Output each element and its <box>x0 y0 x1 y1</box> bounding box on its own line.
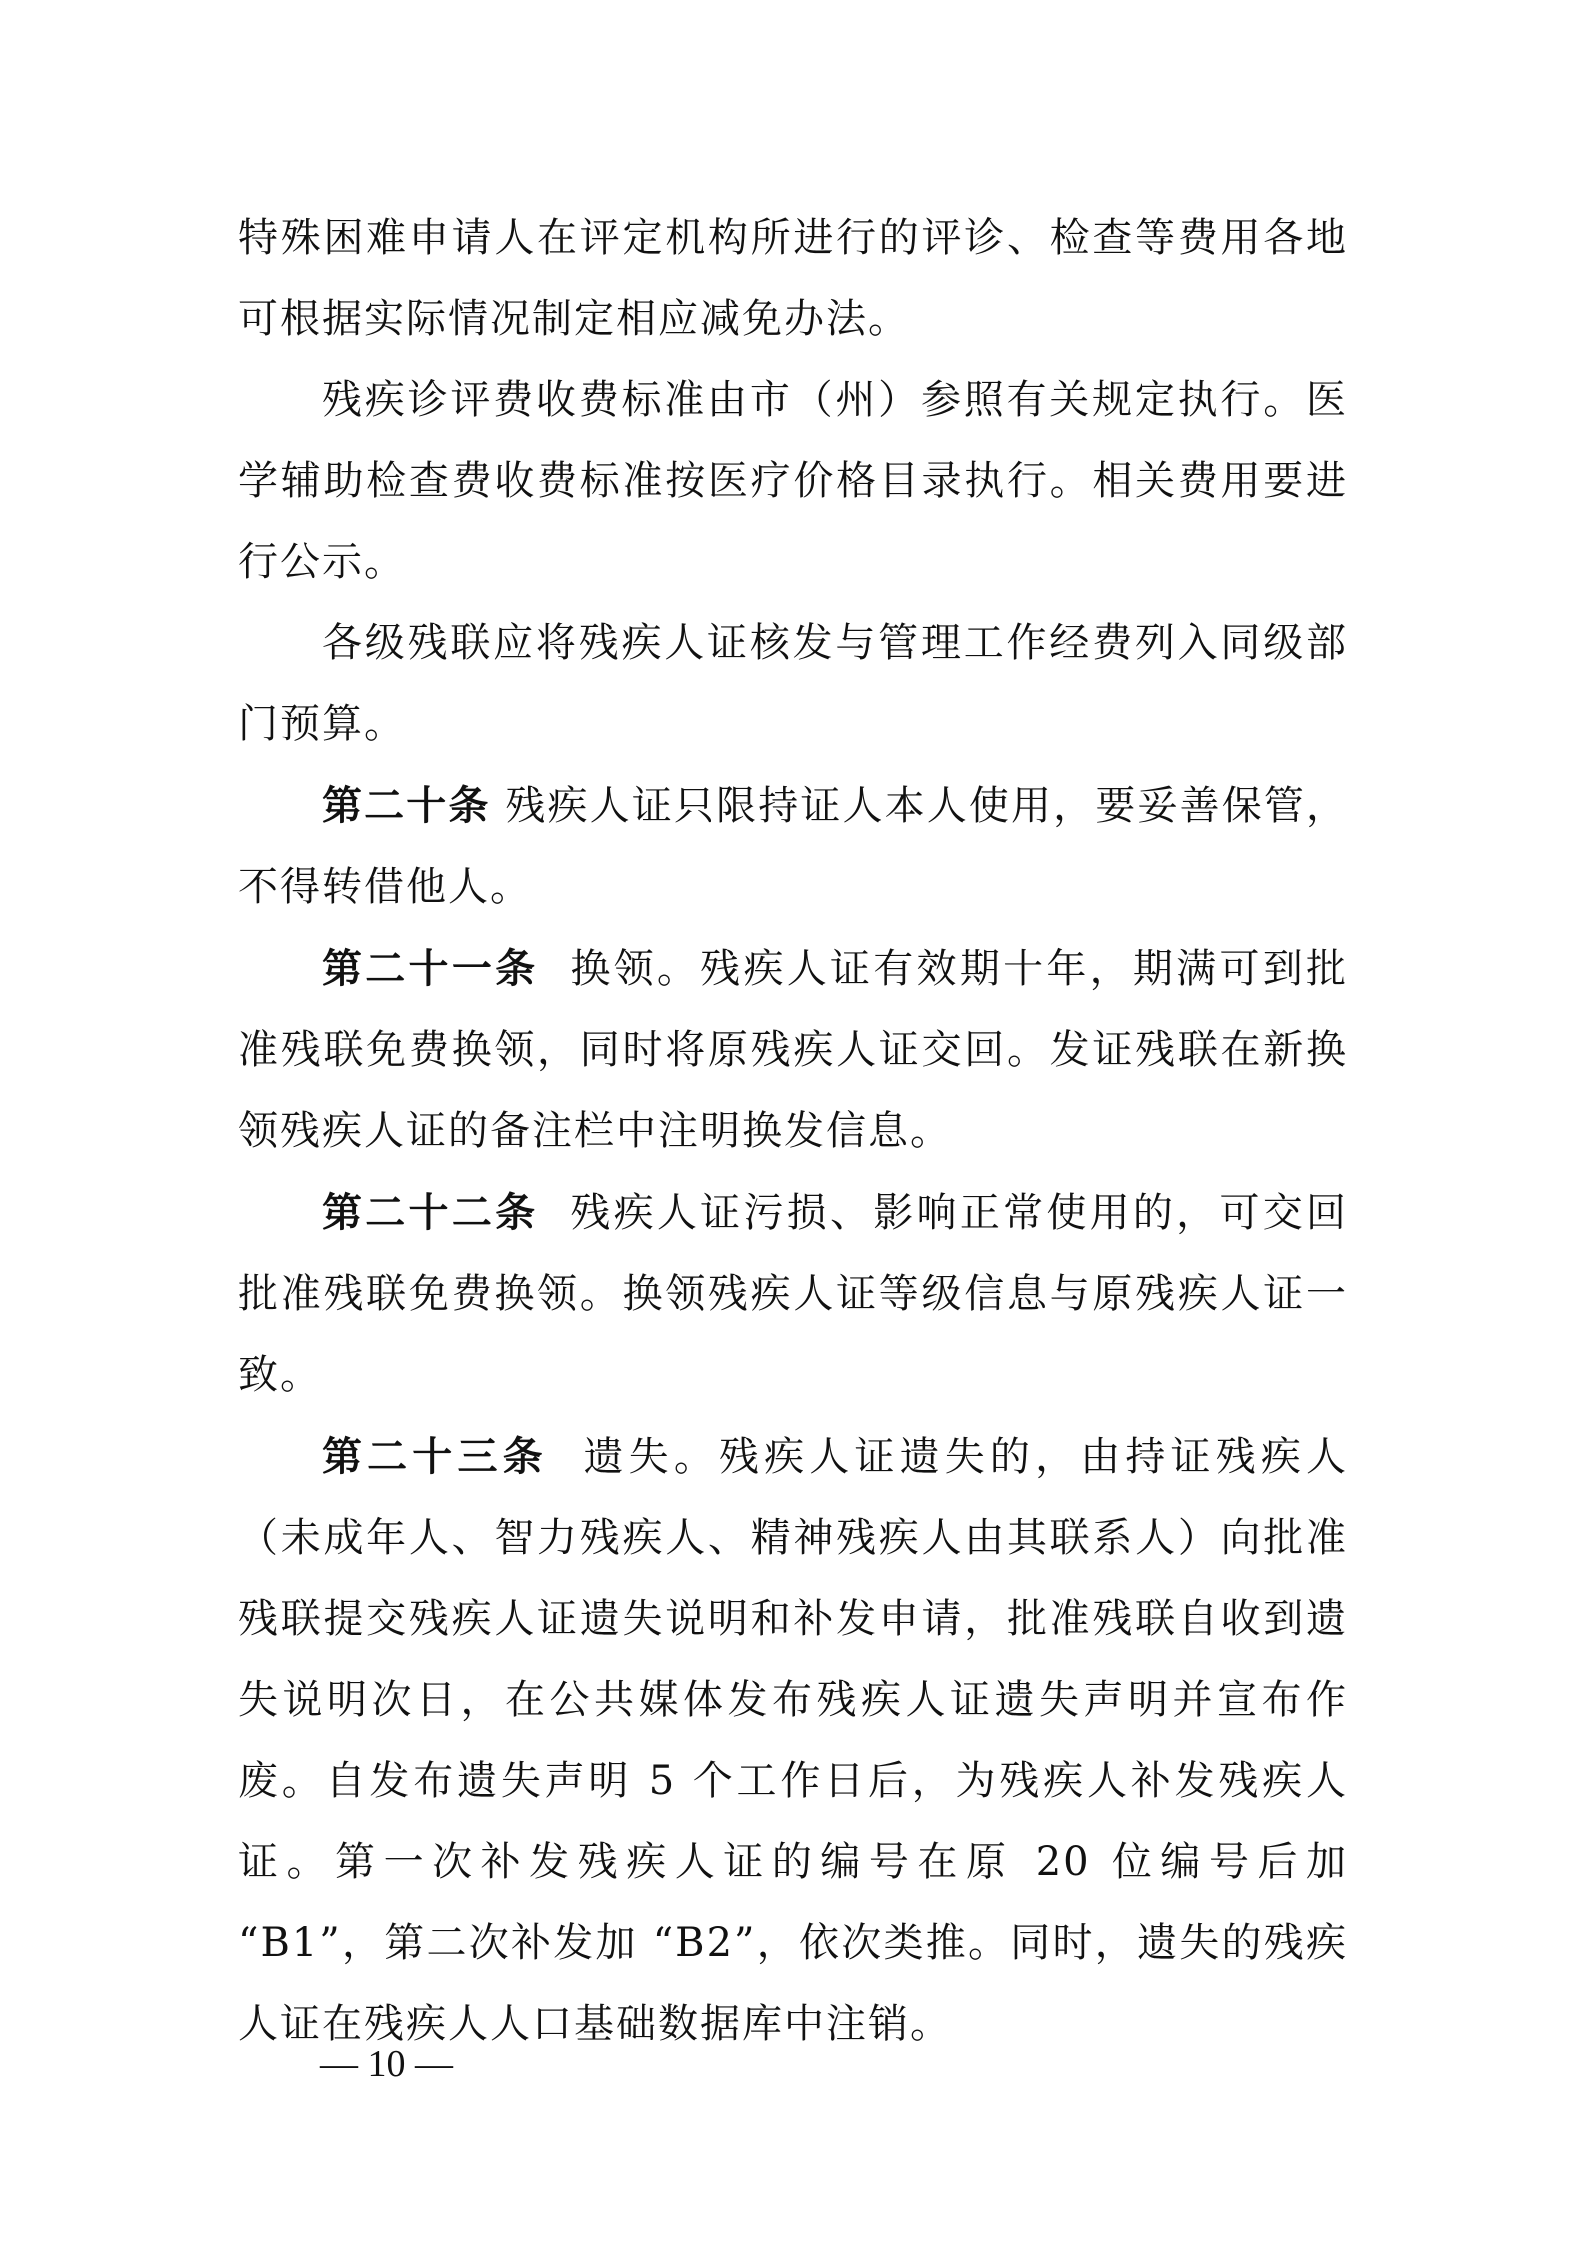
article-number: 第二十一条 <box>322 945 539 992</box>
paragraph-budget <box>238 603 1348 765</box>
article-23 <box>238 1416 1348 2065</box>
article-number: 第二十二条 <box>322 1189 539 1236</box>
article-number: 第二十三条 <box>322 1433 548 1480</box>
paragraph-text: 残疾诊评费收费标准由市（州）参照有关规定执行。医学辅助检查费收费标准按医疗价格目录执行。相关费用要进行公示。 <box>238 377 1348 585</box>
paragraph-text: 特殊困难申请人在评定机构所进行的评诊、检查等费用各地可根据实际情况制定相应减免办法。 <box>238 215 1348 342</box>
paragraph-fee-standard <box>238 360 1348 603</box>
paragraph-continuation <box>238 198 1348 360</box>
article-number: 第二十条 <box>322 782 491 829</box>
paragraph-text: 各级残联应将残疾人证核发与管理工作经费列入同级部门预算。 <box>238 620 1348 747</box>
article-text: 换领。残疾人证有效期十年，期满可到批准残联免费换领，同时将原残疾人证交回。发证残联在新换领残疾人证的备注栏中注明换发信息。 <box>238 946 1349 1154</box>
document-body <box>238 198 1348 2065</box>
article-text: 残疾人证污损、影响正常使用的，可交回批准残联免费换领。换领残疾人证等级信息与原残疾人证一致。 <box>238 1190 1349 1398</box>
page-number: — 10 — <box>320 2043 453 2085</box>
article-text: 遗失。残疾人证遗失的，由持证残疾人（未成年人、智力残疾人、精神残疾人由其联系人）向批准残联提交残疾人证遗失说明和补发申请，批准残联自收到遗失说明次日，在公共媒体发布残疾人证遗失声明并宣布作废。自发布遗失声明 5 个工作日后，为残疾人补发残疾人证。第一次补发残疾人证的编号在原 20 位编号后加 “B1”，第二次补发加 “B2”，依次类推。同时，遗失的残疾人证在残疾人人口基础数据库中注销。 <box>238 1434 1349 2047</box>
article-21 <box>238 928 1348 1172</box>
article-20 <box>238 765 1348 928</box>
article-22 <box>238 1172 1348 1416</box>
article-text: 残疾人证只限持证人本人使用，要妥善保管，不得转借他人。 <box>238 783 1349 910</box>
